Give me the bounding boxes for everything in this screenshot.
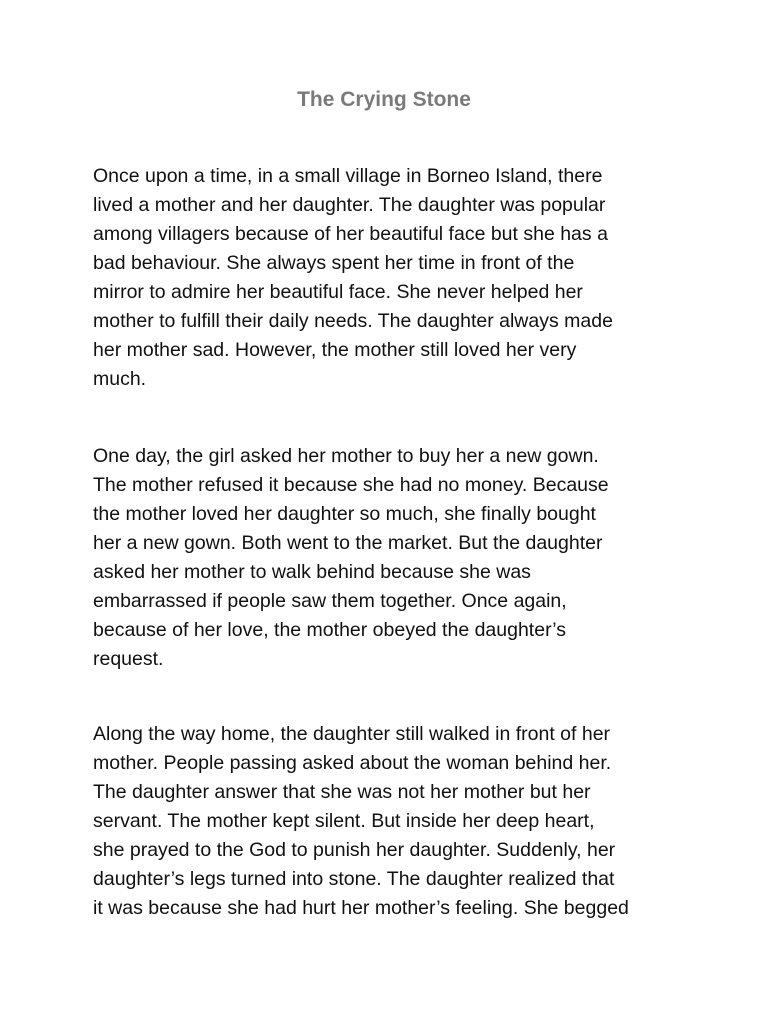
document-title: The Crying Stone (297, 88, 471, 111)
text-line: the mother loved her daughter so much, she finally bought (93, 503, 596, 525)
text-line: bad behaviour. She always spent her time in front of the (93, 252, 575, 274)
text-line: mother. People passing asked about the woman behind her. (93, 752, 612, 774)
text-line: much. (93, 368, 147, 390)
text-line: servant. The mother kept silent. But inside her deep heart, (93, 810, 595, 832)
text-line: she prayed to the God to punish her daughter. Suddenly, her (93, 839, 616, 861)
text-line: her a new gown. Both went to the market. But the daughter (93, 532, 603, 554)
text-line: Once upon a time, in a small village in Borneo Island, there (93, 165, 603, 187)
text-line: because of her love, the mother obeyed the daughter’s (93, 619, 567, 641)
text-line: request. (93, 648, 164, 670)
text-line: The daughter answer that she was not her mother but her (93, 781, 591, 803)
text-line: daughter’s legs turned into stone. The daughter realized that (93, 868, 615, 890)
text-line: The mother refused it because she had no money. Because (93, 474, 609, 496)
text-line: embarrassed if people saw them together. Once again, (93, 590, 567, 612)
text-line: mirror to admire her beautiful face. She never helped her (93, 281, 583, 303)
paragraph-1 (93, 162, 678, 394)
text-line: asked her mother to walk behind because she was (93, 561, 531, 583)
text-line: lived a mother and her daughter. The daughter was popular (93, 194, 606, 216)
text-line: mother to fulfill their daily needs. The daughter always made (93, 310, 613, 332)
text-line: One day, the girl asked her mother to buy her a new gown. (93, 445, 599, 467)
paragraph-3 (93, 720, 678, 923)
text-line: Along the way home, the daughter still walked in front of her (93, 723, 611, 745)
text-line: it was because she had hurt her mother’s feeling. She begged (93, 897, 629, 919)
text-line: among villagers because of her beautiful face but she has a (93, 223, 608, 245)
text-line: her mother sad. However, the mother still loved her very (93, 339, 577, 361)
paragraph-2 (93, 442, 678, 674)
